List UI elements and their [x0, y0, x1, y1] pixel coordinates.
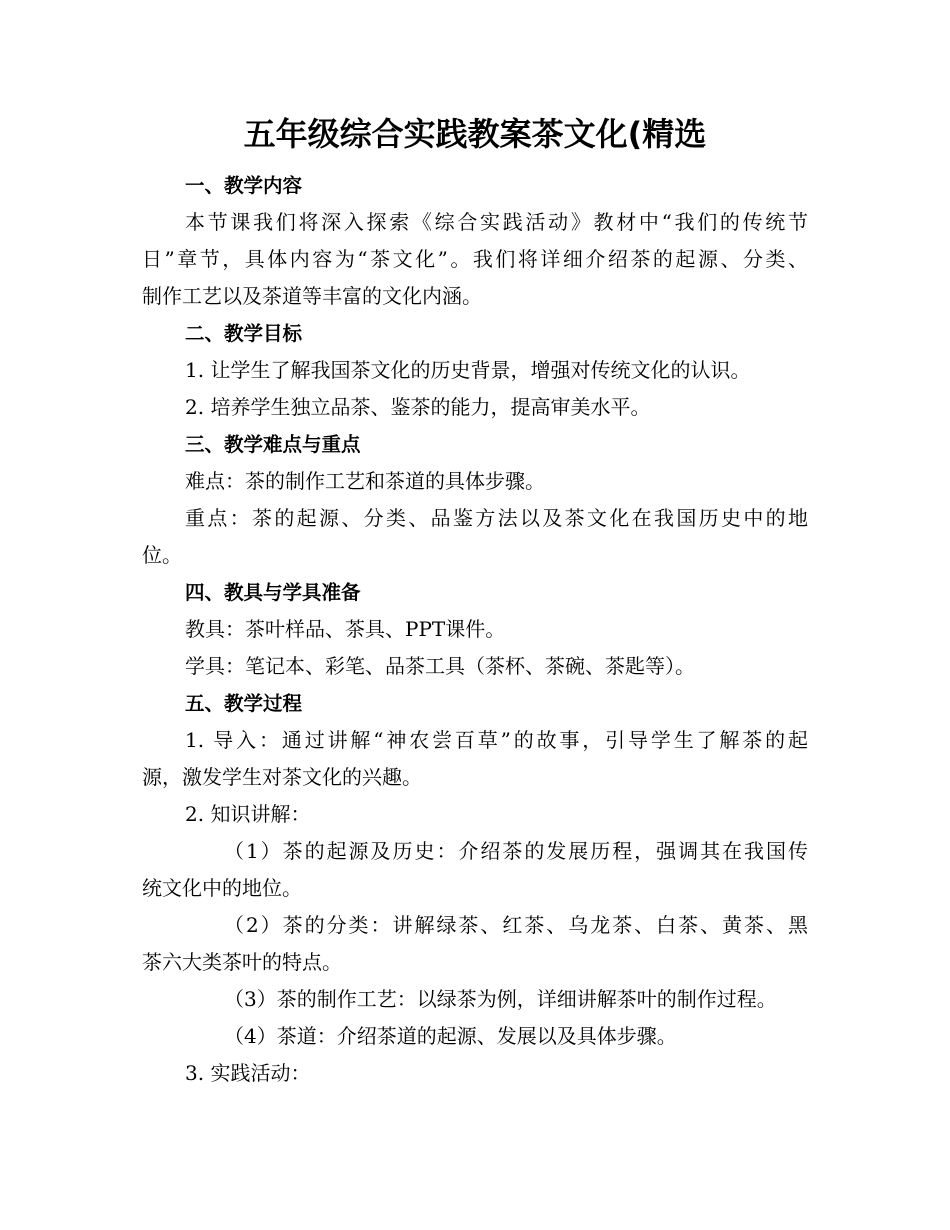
document-body [142, 167, 808, 1092]
paragraph-line: 位。 [142, 543, 182, 567]
list-item: 2. 知识讲解： [185, 802, 311, 826]
paragraph-line: 统文化中的地位。 [142, 876, 302, 900]
paragraph-line: 源，激发学生对茶文化的兴趣。 [142, 765, 422, 789]
section-heading-materials: 四、教具与学具准备 [185, 581, 361, 604]
section-heading-key-points: 三、教学难点与重点 [185, 433, 361, 456]
paragraph-line: 本节课我们将深入探索《综合实践活动》教材中“我们的传统节 [185, 210, 808, 234]
section-heading-objectives: 二、教学目标 [185, 322, 303, 345]
paragraph-line: 教具：茶叶样品、茶具、PPT课件。 [185, 617, 506, 641]
list-item: 2. 培养学生独立品茶、鉴茶的能力，提高审美水平。 [185, 395, 651, 419]
paragraph-line: 重点：茶的起源、分类、品鉴方法以及茶文化在我国历史中的地 [185, 506, 808, 530]
sub-list-item: （4）茶道：介绍茶道的起源、发展以及具体步骤。 [224, 1024, 677, 1048]
section-heading-content: 一、教学内容 [185, 174, 303, 197]
paragraph-line: 学具：笔记本、彩笔、品茶工具（茶杯、茶碗、茶匙等）。 [185, 654, 695, 678]
paragraph-line: 难点：茶的制作工艺和茶道的具体步骤。 [185, 469, 545, 493]
paragraph-line: 制作工艺以及茶道等丰富的文化内涵。 [142, 284, 482, 308]
list-item: 1. 导入：通过讲解“神农尝百草”的故事，引导学生了解茶的起 [185, 728, 808, 752]
sub-list-item: （2）茶的分类：讲解绿茶、红茶、乌龙茶、白茶、黄茶、黑 [224, 913, 808, 937]
list-item: 1. 让学生了解我国茶文化的历史背景，增强对传统文化的认识。 [185, 358, 751, 382]
paragraph-line: 日”章节，具体内容为“茶文化”。我们将详细介绍茶的起源、分类、 [142, 247, 808, 271]
paragraph-line: 茶六大类茶叶的特点。 [142, 950, 342, 974]
list-item: 3. 实践活动： [185, 1061, 311, 1085]
section-heading-process: 五、教学过程 [185, 692, 303, 715]
sub-list-item: （3）茶的制作工艺：以绿茶为例，详细讲解茶叶的制作过程。 [224, 987, 777, 1011]
document-title: 五年级综合实践教案茶文化(精选 [243, 115, 707, 153]
sub-list-item: （1）茶的起源及历史：介绍茶的发展历程，强调其在我国传 [224, 839, 808, 863]
